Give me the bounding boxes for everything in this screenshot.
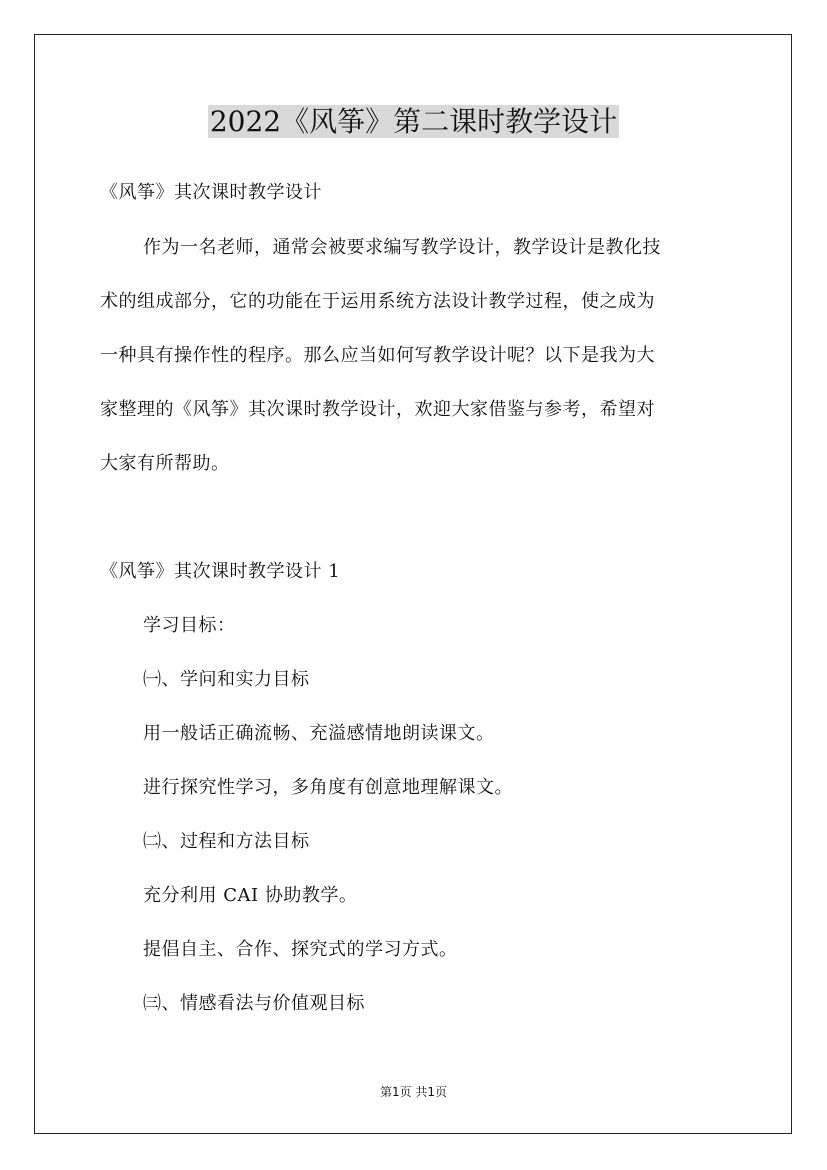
document-title-text: 2022《风筝》第二课时教学设计 [209,105,618,138]
body-line-7: 提倡自主、合作、探究式的学习方式。 [143,939,458,960]
page-footer: 第1页 共1页 [379,1085,448,1099]
intro-line-5: 大家有所帮助。 [100,453,230,474]
body-line-6: 充分利用 CAI 协助教学。 [143,885,358,906]
document-title [0,102,827,142]
body-line-4: 进行探究性学习，多角度有创意地理解课文。 [143,777,513,798]
intro-line-4: 家整理的《风筝》其次课时教学设计，欢迎大家借鉴与参考，希望对 [100,399,655,420]
body-line-1: 学习目标： [143,615,236,636]
document-subtitle: 《风筝》其次课时教学设计 [100,182,322,203]
intro-line-1: 作为一名老师，通常会被要求编写教学设计，教学设计是教化技 [143,237,661,258]
intro-line-2: 术的组成部分，它的功能在于运用系统方法设计教学过程，使之成为 [100,291,655,312]
body-line-5: ㈡、过程和方法目标 [143,831,310,852]
section-heading: 《风筝》其次课时教学设计 1 [100,561,341,582]
body-line-8: ㈢、情感看法与价值观目标 [143,993,365,1014]
body-line-3: 用一般话正确流畅、充溢感情地朗读课文。 [143,723,495,744]
body-line-2: ㈠、学问和实力目标 [143,669,310,690]
intro-line-3: 一种具有操作性的程序。那么应当如何写教学设计呢？以下是我为大 [100,345,655,366]
